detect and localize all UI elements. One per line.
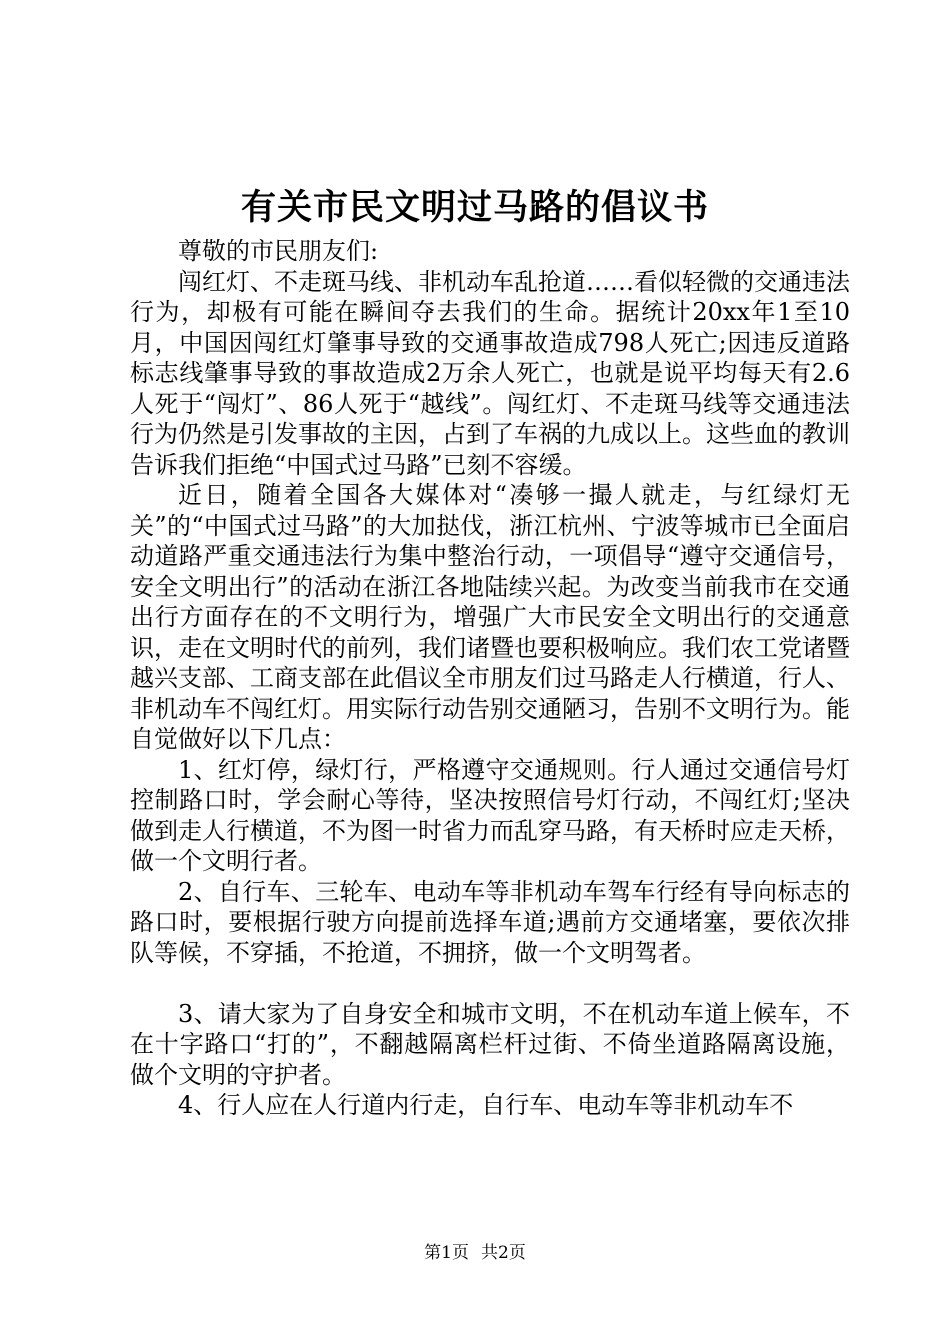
- paragraph-item-3: 3、请大家为了自身安全和城市文明，不在机动车道上候车，不在十字路口“打的”，不翻越隔离栏杆过街、不倚坐道路隔离设施，做个文明的守护者。: [130, 999, 850, 1089]
- page-footer: [0, 1241, 950, 1265]
- document-body: [130, 236, 850, 1121]
- paragraph-initiative: 近日，随着全国各大媒体对“凑够一撮人就走，与红绿灯无关”的“中国式过马路”的大加挞伐，浙江杭州、宁波等城市已全面启动道路严重交通违法行为集中整治行动，一项倡导“遵守交通信号，安全文明出行”的活动在浙江各地陆续兴起。为改变当前我市在交通出行方面存在的不文明行为，增强广大市民安全文明出行的交通意识，走在文明时代的前列，我们诸暨也要积极响应。我们农工党诸暨越兴支部、工商支部在此倡议全市朋友们过马路走人行横道，行人、非机动车不闯红灯。用实际行动告别交通陋习，告别不文明行为。能自觉做好以下几点：: [130, 481, 850, 753]
- paragraph-item-2: 2、自行车、三轮车、电动车等非机动车驾车行经有导向标志的路口时，要根据行驶方向提前选择车道;遇前方交通堵塞，要依次排队等候，不穿插，不抢道，不拥挤，做一个文明驾者。: [130, 877, 850, 967]
- page-total: 共2页: [481, 1243, 526, 1263]
- paragraph-item-1: 1、红灯停，绿灯行，严格遵守交通规则。行人通过交通信号灯控制路口时，学会耐心等待，坚决按照信号灯行动，不闯红灯;坚决做到走人行横道，不为图一时省力而乱穿马路，有天桥时应走天桥，做一个文明行者。: [130, 755, 850, 875]
- document-title: 有关市民文明过马路的倡议书: [240, 187, 709, 228]
- salutation: 尊敬的市民朋友们:: [178, 237, 379, 265]
- paragraph-intro: 闯红灯、不走斑马线、非机动车乱抢道……看似轻微的交通违法行为，却极有可能在瞬间夺去我们的生命。据统计20xx年1至10月，中国因闯红灯肇事导致的交通事故造成798人死亡;因违反道路标志线肇事导致的事故造成2万余人死亡，也就是说平均每天有2.6人死于“闯灯”、86人死于“越线”。闯红灯、不走斑马线等交通违法行为仍然是引发事故的主因，占到了车祸的九成以上。这些血的教训告诉我们拒绝“中国式过马路”已刻不容缓。: [130, 267, 850, 479]
- paragraph-item-4: 4、行人应在人行道内行走，自行车、电动车等非机动车不: [178, 1091, 794, 1119]
- page-number: 第1页: [424, 1243, 469, 1263]
